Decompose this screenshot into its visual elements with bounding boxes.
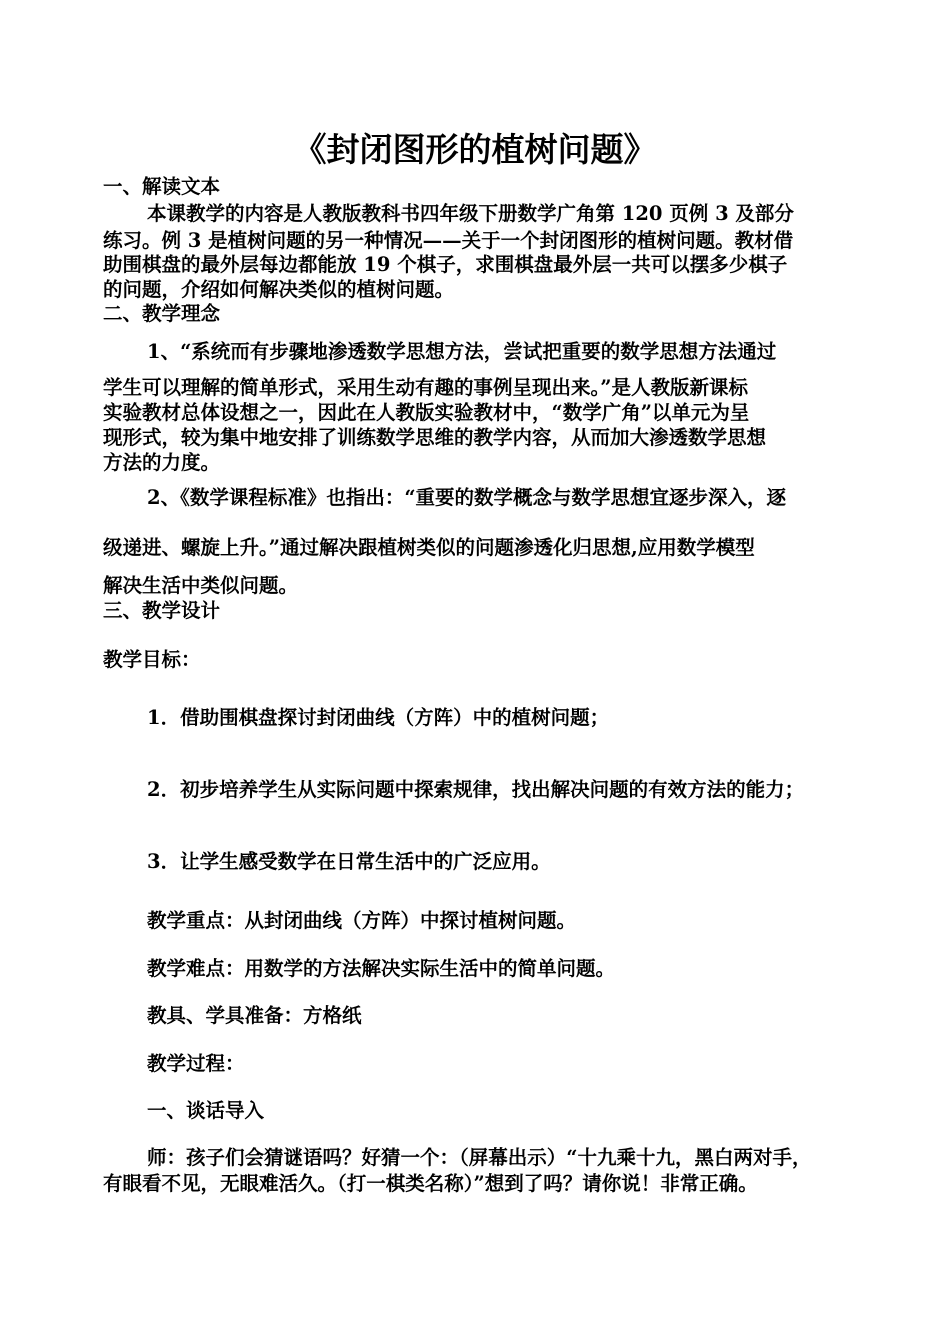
document-title: 《封闭图形的植树问题》 xyxy=(293,130,657,169)
goals-label: 教学目标： xyxy=(103,648,201,671)
paragraph-line: 的问题，介绍如何解决类似的植树问题。 xyxy=(103,278,455,301)
paragraph-line: 实验教材总体设想之一，因此在人教版实验教材中，“数学广角”以单元为呈 xyxy=(103,401,750,424)
goal-item: 3．让学生感受数学在日常生活中的广泛应用。 xyxy=(147,850,551,873)
section-heading-2: 二、教学理念 xyxy=(103,302,221,325)
paragraph-line: 级递进、螺旋上升。”通过解决跟植树类似的问题渗透化归思想,应用数学模型 xyxy=(103,536,755,559)
difficulty: 教学难点：用数学的方法解决实际生活中的简单问题。 xyxy=(147,957,616,980)
materials: 教具、学具准备：方格纸 xyxy=(147,1004,362,1027)
goal-item: 1．借助围棋盘探讨封闭曲线（方阵）中的植树问题； xyxy=(147,706,610,729)
step-heading: 一、谈话导入 xyxy=(147,1099,265,1122)
goal-item: 2．初步培养学生从实际问题中探索规律，找出解决问题的有效方法的能力； xyxy=(147,778,805,801)
paragraph-line: 学生可以理解的简单形式，采用生动有趣的事例呈现出来。”是人教版新课标 xyxy=(103,376,748,399)
paragraph-line: 本课教学的内容是人教版教科书四年级下册数学广角第 120 页例 3 及部分 xyxy=(147,202,794,225)
paragraph-line: 现形式，较为集中地安排了训练数学思维的教学内容，从而加大渗透数学思想 xyxy=(103,426,767,449)
paragraph-line: 方法的力度。 xyxy=(103,451,221,474)
paragraph-line: 解决生活中类似问题。 xyxy=(103,574,299,597)
section-heading-3: 三、教学设计 xyxy=(103,599,221,622)
paragraph-line: 2、《数学课程标准》也指出：“重要的数学概念与数学思想宜逐步深入，逐 xyxy=(147,486,787,509)
paragraph-line: 练习。例 3 是植树问题的另一种情况——关于一个封闭图形的植树问题。教材借 xyxy=(103,229,794,252)
dialogue-line: 有眼看不见，无眼难活久。（打一棋类名称）”想到了吗？请你说！非常正确。 xyxy=(103,1172,758,1195)
paragraph-line: 1、“系统而有步骤地渗透数学思想方法，尝试把重要的数学思想方法通过 xyxy=(147,340,777,363)
process-label: 教学过程： xyxy=(147,1052,245,1075)
key-point: 教学重点：从封闭曲线（方阵）中探讨植树问题。 xyxy=(147,909,577,932)
dialogue-line: 师：孩子们会猜谜语吗？好猜一个：（屏幕出示）“十九乘十九，黑白两对手， xyxy=(147,1146,812,1169)
paragraph-line: 助围棋盘的最外层每边都能放 19 个棋子，求围棋盘最外层一共可以摆多少棋子 xyxy=(103,253,788,276)
section-heading-1: 一、解读文本 xyxy=(103,175,221,198)
